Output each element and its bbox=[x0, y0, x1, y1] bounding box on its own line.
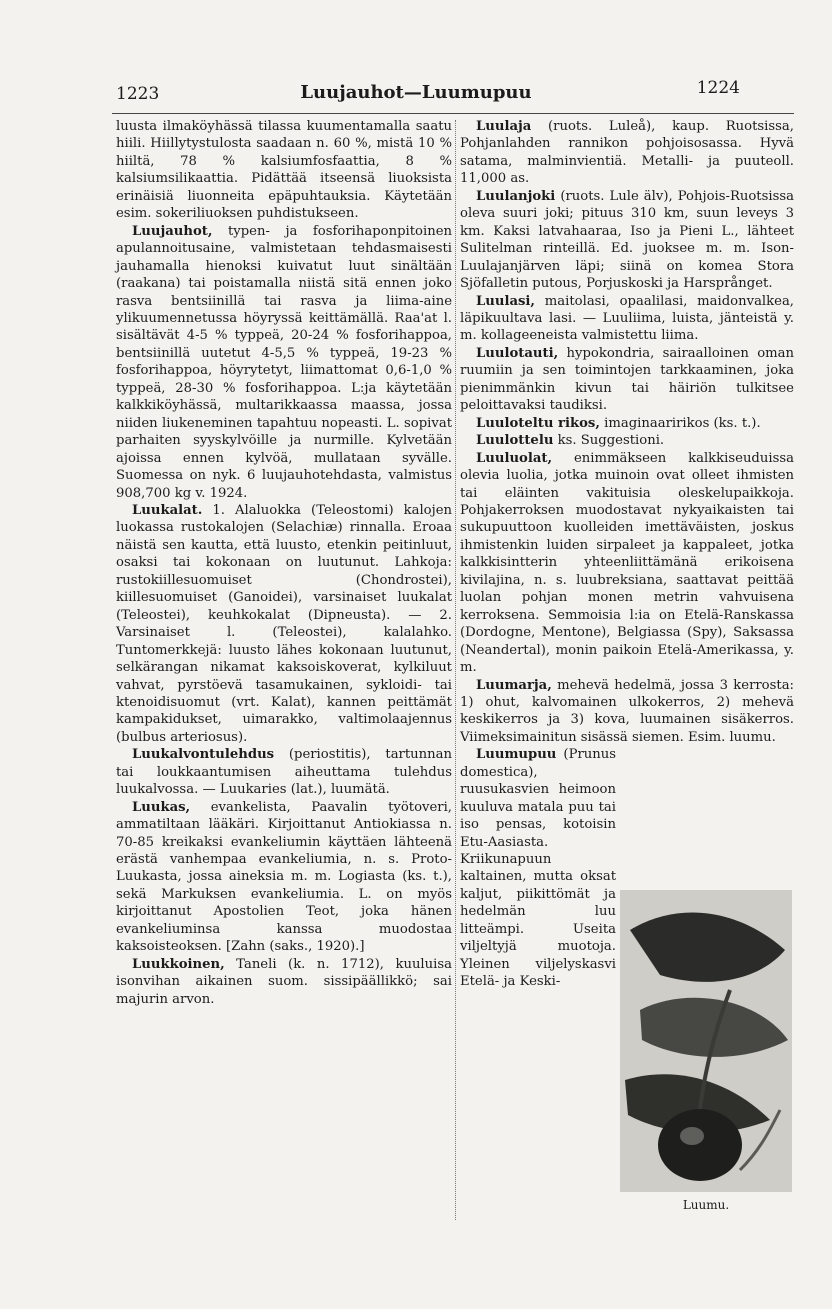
entry-luuloteltu-rikos bbox=[460, 415, 794, 432]
entry-luulaja bbox=[460, 118, 794, 188]
entry-text: (ruots. Lule älv), Pohjois-Ruotsissa oleva suuri joki; pituus 310 km, suun leveys 3 km. Kaksi latvahaaraa, Iso ja Pieni L., lähteet Sulitelman rinteillä. Ed. juoksee m. m. Ison-Luulajanjärven läpi; siinä on komea Stora Sjöfalletin putous, Porjuskoski ja Harsprånget. bbox=[460, 188, 794, 292]
entry-luuluolat bbox=[460, 450, 794, 677]
header-rule bbox=[112, 113, 794, 114]
entry-text: (Prunus domestica), ruusukasvien heimoon kuuluva matala puu tai iso pensas, kotoisin Etu-Aasiasta. Kriikunapuun kaltainen, mutta oksat kaljut, piikittömät ja hedelmän luu litteämpi. Useita viljeltyjä muotoja. Yleinen viljelyskasvi Etelä- ja Keski- bbox=[460, 747, 616, 990]
headword: Luuloteltu rikos, bbox=[476, 415, 600, 431]
entry-text: Taneli (k. n. 1712), kuuluisa isonvihan aikainen suom. sissipäällikkö; sai majurin arvon. bbox=[116, 956, 452, 1007]
column-divider bbox=[455, 120, 456, 1220]
entry-luukalvontulehdus bbox=[116, 746, 452, 798]
headword: Luuluolat, bbox=[476, 450, 553, 466]
entry-luumupuu bbox=[460, 746, 616, 990]
left-column bbox=[116, 118, 452, 1008]
entry-text: typen- ja fosforihaponpitoinen apulannoitusaine, valmistetaan tehdasmaisesti jauhamalla hienoksi kuivatut luut sinältään (raakana) tai poistamalla niistä sitä ennen joko rasva bentsiinillä tai rasva ja liima-aine ylikuumennetussa höyryssä keittämällä. Raa'at l. sisältävät 4-5 % typpeä, 20-24 % fosforihappoa, bentsiinillä uutetut 4-5,5 % typpeä, 19-23 % fosforihappoa, höyrytetyt, liimattomat 0,6-1,0 % typpeä, 28-30 % fosforihappoa. L:ja käytetään kalkkiköyhässä, multarikkaassa maassa, jossa niiden liukeneminen tapahtuu nopeasti. L. sopivat parhaiten syyskylvöille ja nurmille. Kylvetään ajoissa ennen kylvöä, mullataan syvälle. Suomessa on nyk. 6 luujauhotehdasta, valmistus 908,700 kg v. 1924. bbox=[116, 223, 452, 501]
entry-text: (ruots. Luleå), kaup. Ruotsissa, Pohjanlahden rannikon pohjoisosassa. Hyvä satama, malminvientiä. Metalli- ja puuteoll. 11,000 as. bbox=[460, 119, 794, 187]
entry-luumarja bbox=[460, 677, 794, 747]
entry-luujauhot bbox=[116, 223, 452, 502]
entry-luuhiili-continued bbox=[116, 118, 452, 223]
entry-text: mehevä hedelmä, jossa 3 kerrosta: 1) ohut, kalvomainen ulkokerros, 2) mehevä keskikerros ja 3) kova, luumainen sisäkerros. Viimeksimainitun sisässä siemen. Esim. luumu. bbox=[460, 677, 794, 745]
entry-text: ks. Suggestioni. bbox=[553, 433, 665, 449]
page-header bbox=[0, 78, 832, 108]
entry-text: 1. Alaluokka (Teleostomi) kalojen luokassa rustokalojen (Selachiæ) rinnalla. Eroaa näistä sen kautta, että luusto, etenkin peitinluut, osaksi tai kokonaan on luutunut. Lahkoja: rustokiillesuomuiset (Chondrostei), kiillesuomuiset (Ganoidei), varsinaiset luukalat (Teleostei), keuhkokalat (Dipneusta). — 2. Varsinaiset l. (Teleostei), kalalahko. Tuntomerkkejä: luusto lähes kokonaan luutunut, selkärangan nikamat kaksoiskoverat, kylkiluut vahvat, pyrstöevä tasamukainen, sykloidi- tai ktenoidisuomut (vrt. Kalat), kannen peittämät kampakidukset, uimarakko, valtimolaajennus (bulbus arteriosus). bbox=[116, 502, 452, 745]
headword: Luulottelu bbox=[476, 433, 554, 449]
headword: Luukkoinen, bbox=[132, 956, 225, 972]
headword: Luujauhot, bbox=[132, 223, 213, 239]
page-number-right: 1224 bbox=[696, 78, 740, 98]
entry-text: enimmäkseen kalkkiseuduissa olevia luolia, jotka muinoin ovat olleet ihmisten tai eläinten vakituisia oleskelupaikkoja. Pohjakerroksen muodostavat nykyaikaisten tai sukupuuttoon kuolleiden imettäväisten, joskus ihmistenkin luiden sirpaleet ja kappaleet, jotka kalkkisintterin yhteenliittämänä erikoisena kivilajina, n. s. luubreksiana, saattavat peittää luolan pohjan monen metrin vahvuisena kerroksena. Semmoisia l:ia on Etelä-Ranskassa (Dordogne, Mentone), Belgiassa (Spy), Saksassa (Neandertal), monin paikoin Etelä-Amerikassa, y. m. bbox=[460, 450, 794, 676]
page-number-left: 1223 bbox=[116, 84, 160, 104]
headword: Luukas, bbox=[132, 799, 191, 815]
headword: Luumupuu bbox=[476, 747, 557, 763]
entry-luukas bbox=[116, 799, 452, 956]
entry-luulanjoki bbox=[460, 188, 794, 293]
headword: Luukalat. bbox=[132, 502, 203, 518]
headword: Luulotauti, bbox=[476, 345, 559, 361]
entry-text: hypokondria, sairaalloinen oman ruumiin ja sen toimintojen tarkkaaminen, joka pienimmänkin kivun tai häiriön tulkitsee peloittavaksi taudiksi. bbox=[460, 345, 794, 414]
running-head: Luujauhot—Luumupuu bbox=[300, 82, 532, 103]
headword: Luumarja, bbox=[476, 677, 552, 693]
entry-text: (periostitis), tartunnan tai loukkaantumisen aiheuttama tulehdus luukalvossa. — Luukaries (lat.), luumätä. bbox=[116, 747, 452, 798]
entry-luulottelu bbox=[460, 432, 794, 449]
entry-text: imaginaaririkos (ks. t.). bbox=[599, 415, 761, 431]
entry-luulasi bbox=[460, 293, 794, 345]
plum-photo bbox=[620, 890, 792, 1192]
entry-text: evankelista, Paavalin työtoveri, ammatiltaan lääkäri. Kirjoittanut Antiokiassa n. 70-85 kreikaksi evankeliumin käyttäen lähteenä erästä vanhempaa evankeliumia, n. s. Proto-Luukasta, jossa aineksia m. m. Logiasta (ks. t.), sekä Markuksen evankeliumia. L. on myös kirjoittanut Apostolien Teot, joka hänen evankeliuminsa kanssa muodostaa kaksoisteoksen. [Zahn (saks., 1920).] bbox=[116, 799, 452, 955]
plum-branch-illustration bbox=[620, 890, 792, 1192]
entry-luukkoinen bbox=[116, 956, 452, 1008]
right-column bbox=[460, 118, 794, 991]
entry-luulotauti bbox=[460, 345, 794, 415]
figure-caption: Luumu. bbox=[682, 1198, 730, 1212]
headword: Luulasi, bbox=[476, 293, 536, 309]
headword: Luukalvontulehdus bbox=[132, 747, 275, 763]
headword: Luulaja bbox=[476, 119, 532, 134]
entry-text: maitolasi, opaalilasi, maidonvalkea, läpikuultava lasi. — Luuliima, luista, jänteistä y. m. kollageeneista valmistettu liima. bbox=[460, 293, 794, 344]
entry-text: luusta ilmaköyhässä tilassa kuumentamalla saatu hiili. Hiillytystulosta saadaan n. 60 %, mistä 10 % hiiltä, 78 % kalsiumfosfaattia, 8 % kalsiumsilikaattia. Pidättää itseensä liuoksista erinäisiä liuonneita epäpuhtauksia. Käytetään esim. sokeriliuoksen puhdistukseen. bbox=[116, 119, 452, 222]
headword: Luulanjoki bbox=[476, 188, 556, 204]
entry-luukalat bbox=[116, 502, 452, 746]
